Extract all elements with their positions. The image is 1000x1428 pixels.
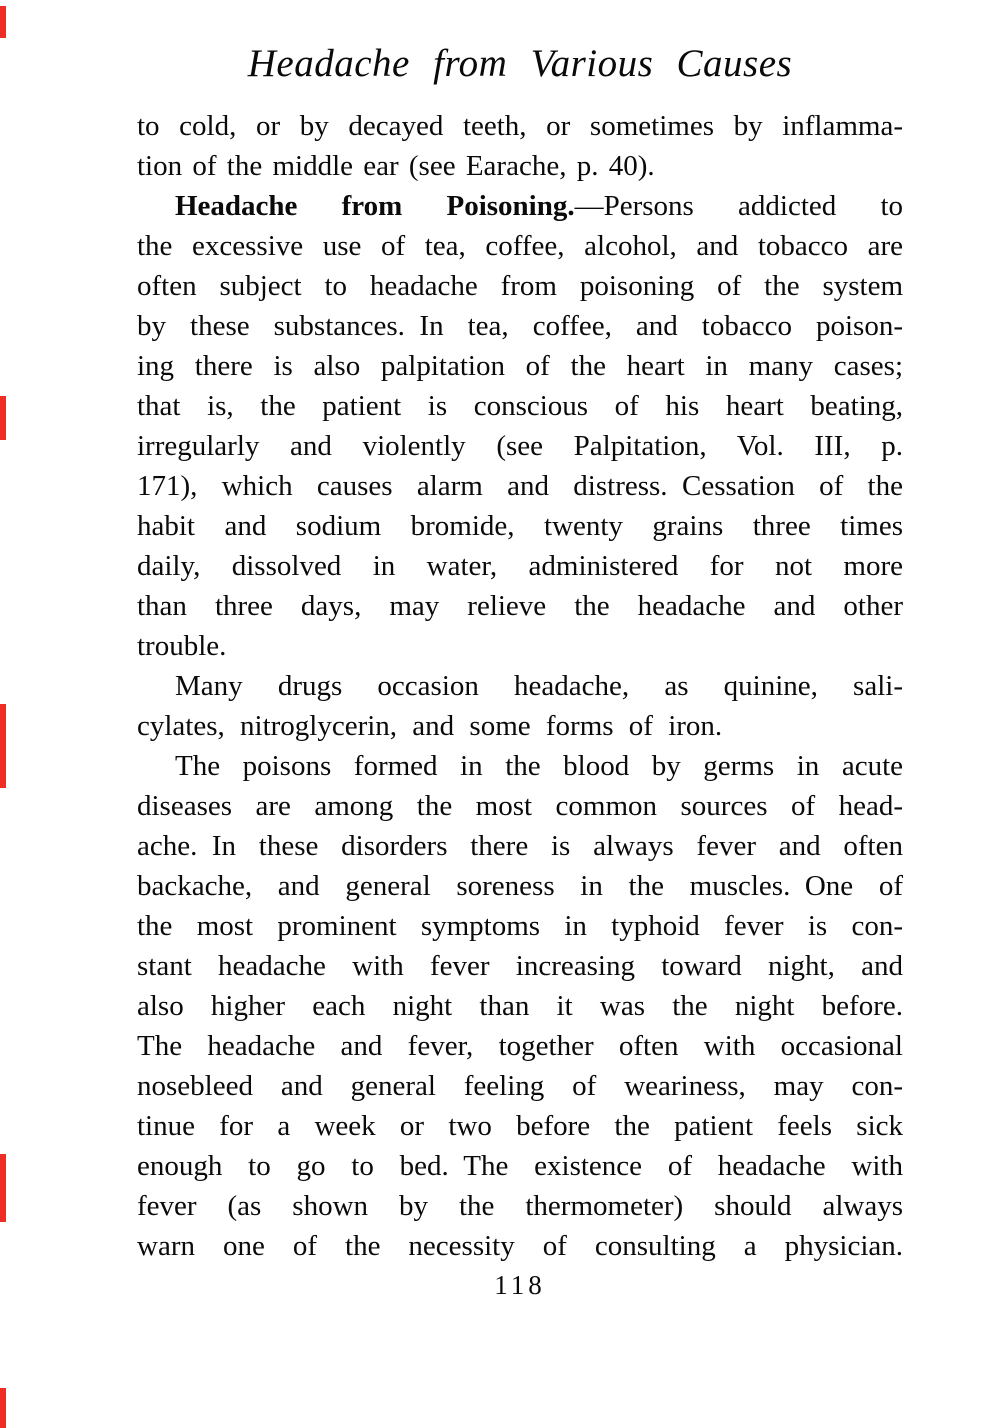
text-segment: by these substances. In tea, coffee, and tobacco poison- [137,310,903,342]
text-segment: Many drugs occasion headache, as quinine, sali- [175,670,903,702]
scan-edge-mark [0,396,6,440]
text-segment: fever (as shown by the thermometer) should always [137,1190,903,1222]
paragraph-run-in-heading: Headache from Poisoning. [175,190,575,222]
text-segment: 171), which causes alarm and distress. Cessation of the [137,470,903,502]
text-segment: nosebleed and general feeling of weariness, may con- [137,1070,903,1102]
text-segment: daily, dissolved in water, administered for not more [137,550,903,582]
body-line [137,186,903,226]
body-line [137,946,903,986]
body-line [137,746,903,786]
text-segment: The poisons formed in the blood by germs in acute [175,750,903,782]
body-line [137,346,903,386]
body-line [137,226,903,266]
text-segment: cylates, nitroglycerin, and some forms of iron. [137,710,723,742]
scan-edge-mark [0,1388,6,1428]
body-line [137,626,903,666]
text-segment: often subject to headache from poisoning of the system [137,270,903,302]
body-line [137,106,903,146]
scan-edge-mark [0,1154,6,1222]
text-segment: —Persons addicted to [574,190,904,222]
text-segment: ing there is also palpitation of the heart in many cases; [137,350,903,382]
body-line [137,1026,903,1066]
body-line [137,1106,903,1146]
body-line [137,1146,903,1186]
body-line [137,1226,903,1266]
body-line [137,506,903,546]
body-line [137,986,903,1026]
text-segment: warn one of the necessity of consulting a physician. [137,1230,903,1262]
text-segment: trouble. [137,630,227,662]
text-segment: enough to go to bed. The existence of headache with [137,1150,903,1182]
running-head: Headache from Various Causes [247,42,793,85]
text-segment: backache, and general soreness in the muscles. One of [137,870,903,902]
text-segment: also higher each night than it was the night before. [137,990,903,1022]
body-text [137,106,903,1266]
body-line [137,466,903,506]
body-line [137,666,903,706]
body-line [137,906,903,946]
scan-edge-mark [0,704,6,788]
body-line [137,1186,903,1226]
body-line [137,546,903,586]
body-line [137,146,903,186]
body-line [137,786,903,826]
body-line [137,306,903,346]
text-segment: ache. In these disorders there is always fever and often [137,830,903,862]
text-segment: tinue for a week or two before the patient feels sick [137,1110,903,1142]
text-segment: The headache and fever, together often with occasional [137,1030,903,1062]
body-line [137,826,903,866]
text-segment: stant headache with fever increasing toward night, and [137,950,903,982]
text-segment: diseases are among the most common sources of head- [137,790,903,822]
page-number: 118 [494,1270,546,1300]
body-line [137,586,903,626]
text-segment: irregularly and violently (see Palpitation, Vol. III, p. [137,430,903,462]
text-segment: tion of the middle ear (see Earache, p. 40). [137,150,655,182]
text-segment: the excessive use of tea, coffee, alcohol, and tobacco are [137,230,903,262]
body-line [137,866,903,906]
text-segment: to cold, or by decayed teeth, or sometimes by inflamma- [137,110,903,142]
body-line [137,426,903,466]
body-line [137,266,903,306]
scan-edge-mark [0,6,6,38]
text-segment: the most prominent symptoms in typhoid fever is con- [137,910,903,942]
text-segment: that is, the patient is conscious of his heart beating, [137,390,903,422]
text-segment: habit and sodium bromide, twenty grains three times [137,510,903,542]
body-line [137,1066,903,1106]
text-segment: than three days, may relieve the headache and other [137,590,903,622]
body-line [137,706,903,746]
body-line [137,386,903,426]
